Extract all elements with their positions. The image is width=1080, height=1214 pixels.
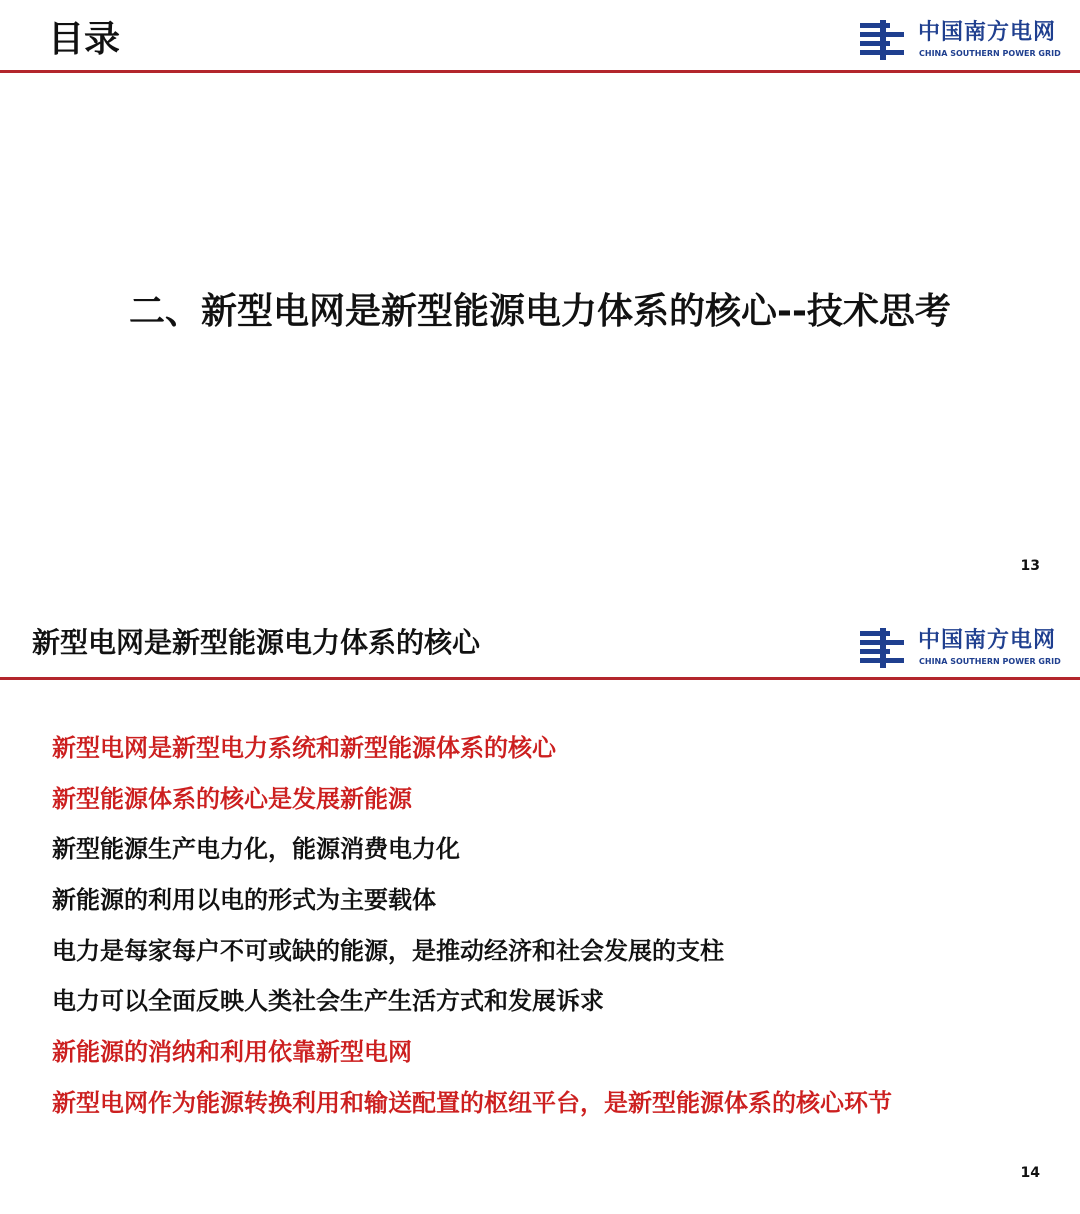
csg-logo — [858, 626, 1073, 672]
list-item: 新能源的消纳和利用依靠新型电网 — [52, 1038, 412, 1067]
bullet-list — [52, 730, 892, 1136]
header-divider — [0, 70, 1080, 73]
list-item: 新型能源体系的核心是发展新能源 — [52, 784, 412, 813]
list-item: 电力可以全面反映人类社会生产生活方式和发展诉求 — [52, 987, 604, 1016]
list-item: 新型电网作为能源转换利用和输送配置的枢纽平台，是新型能源体系的核心环节 — [52, 1088, 892, 1117]
header-divider — [0, 677, 1080, 680]
csg-logo-icon — [858, 628, 908, 668]
csg-logo-icon — [858, 20, 908, 60]
section-heading: 二、新型电网是新型能源电力体系的核心--技术思考 — [129, 291, 951, 332]
logo-name-cn: 中国南方电网 — [918, 628, 1057, 653]
list-item: 新能源的利用以电的形式为主要载体 — [52, 886, 436, 915]
slide-title: 新型电网是新型能源电力体系的核心 — [32, 626, 481, 659]
logo-name-en: CHINA SOUTHERN POWER GRID — [919, 49, 1061, 58]
list-item: 新型电网是新型电力系统和新型能源体系的核心 — [52, 734, 556, 762]
logo-name-cn: 中国南方电网 — [918, 20, 1057, 45]
page-number: 13 — [1020, 558, 1040, 574]
logo-name-en: CHINA SOUTHERN POWER GRID — [919, 657, 1061, 666]
slide-13 — [0, 0, 1080, 600]
slide-14 — [0, 605, 1080, 1214]
list-item: 电力是每家每户不可或缺的能源，是推动经济和社会发展的支柱 — [52, 936, 724, 965]
list-item: 新型能源生产电力化，能源消费电力化 — [52, 835, 460, 864]
csg-logo — [858, 18, 1073, 64]
slide-title: 目录 — [48, 19, 121, 60]
page-number: 14 — [1020, 1165, 1040, 1181]
